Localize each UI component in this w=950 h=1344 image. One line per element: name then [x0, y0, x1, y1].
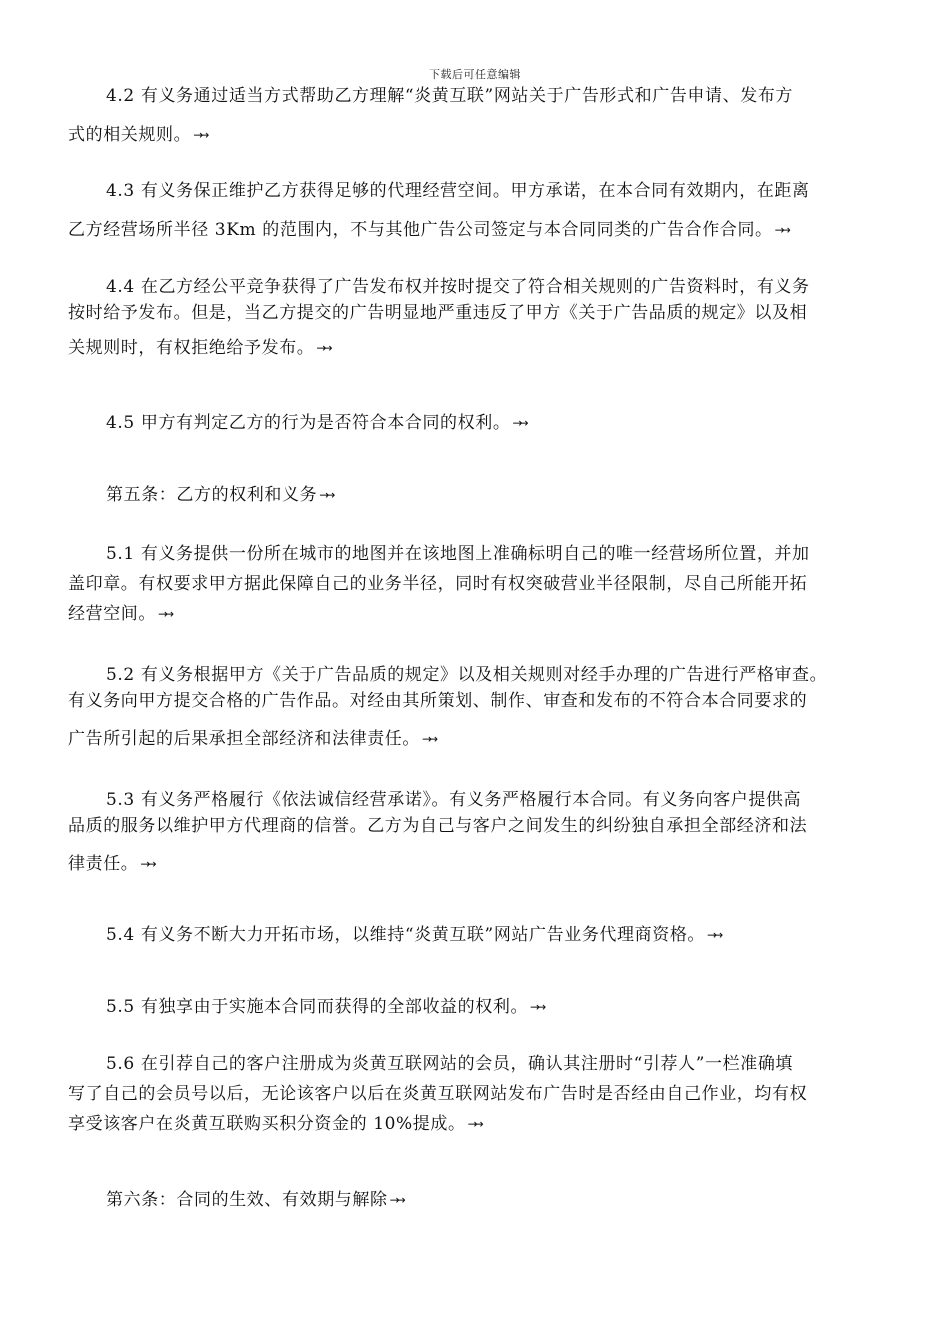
clause-line: 盖印章。有权要求甲方据此保障自己的业务半径，同时有权突破营业半径限制，尽自己所能开拓: [68, 574, 808, 594]
paragraph-mark-icon: →→: [422, 732, 435, 746]
clause-4-3: [68, 180, 878, 241]
clause-line: 5.6 在引荐自己的客户注册成为炎黄互联网站的会员，确认其注册时“引荐人”一栏准确填: [106, 1054, 794, 1074]
clause-line: 5.3 有义务严格履行《依法诚信经营承诺》。有义务严格履行本合同。有义务向客户提供高: [106, 790, 802, 810]
paragraph-mark-icon: →→: [193, 128, 206, 142]
paragraph-mark-icon: →→: [512, 416, 525, 430]
paragraph-mark-icon: →→: [530, 1000, 543, 1014]
clause-line: 5.1 有义务提供一份所在城市的地图并在该地图上准确标明自己的唯一经营场所位置，并加: [106, 544, 810, 564]
article-6-heading: [68, 1189, 878, 1211]
clause-5-5: [68, 996, 878, 1018]
clause-line-last: [68, 603, 878, 625]
clause-line-text: 5.5 有独享由于实施本合同而获得的全部收益的权利。: [106, 997, 529, 1017]
clause-line-last: [68, 853, 878, 875]
page-header-note: 下载后可任意编辑: [429, 68, 521, 81]
clause-line-text: 4.5 甲方有判定乙方的行为是否符合本合同的权利。: [106, 413, 511, 433]
clause-line-text: 享受该客户在炎黄互联购买积分资金的 10%提成。: [68, 1114, 466, 1134]
clause-5-6: [68, 1053, 878, 1135]
clause-line: 4.4 在乙方经公平竞争获得了广告发布权并按时提交了符合相关规则的广告资料时，有义务: [106, 277, 810, 297]
clause-line: 4.2 有义务通过适当方式帮助乙方理解“炎黄互联”网站关于广告形式和广告申请、发布方: [106, 86, 794, 106]
clause-line-text: 式的相关规则。: [68, 125, 192, 145]
heading-text: 第五条：乙方的权利和义务: [106, 485, 318, 505]
clause-5-2: [68, 664, 878, 750]
paragraph-mark-icon: →→: [140, 857, 153, 871]
clause-line-text: 广告所引起的后果承担全部经济和法律责任。: [68, 729, 420, 749]
heading-line: [68, 484, 878, 506]
clause-5-1: [68, 543, 878, 625]
paragraph-mark-icon: →→: [316, 341, 329, 355]
paragraph-mark-icon: →→: [319, 488, 332, 502]
clause-line-text: 经营空间。: [68, 604, 156, 624]
clause-line: 4.3 有义务保正维护乙方获得足够的代理经营空间。甲方承诺，在本合同有效期内，在距离: [106, 181, 810, 201]
heading-line: [68, 1189, 878, 1211]
clause-line-last: [68, 728, 878, 750]
clause-4-2: [68, 85, 878, 146]
clause-5-3: [68, 789, 878, 875]
clause-line: 有义务向甲方提交合格的广告作品。对经由其所策划、制作、审查和发布的不符合本合同要求的: [68, 691, 808, 711]
clause-4-5: [68, 412, 878, 434]
article-5-heading: [68, 484, 878, 506]
clause-line-text: 乙方经营场所半径 3Km 的范围内，不与其他广告公司签定与本合同同类的广告合作合同。: [68, 220, 773, 240]
clause-line-last: [68, 412, 878, 434]
paragraph-mark-icon: →→: [389, 1193, 402, 1207]
paragraph-mark-icon: →→: [707, 928, 720, 942]
clause-line-last: [68, 924, 878, 946]
clause-line-last: [68, 337, 878, 359]
clause-line-text: 关规则时，有权拒绝给予发布。: [68, 338, 315, 358]
paragraph-mark-icon: →→: [158, 607, 171, 621]
clause-line-last: [68, 1113, 878, 1135]
clause-line-text: 律责任。: [68, 854, 139, 874]
clause-line: 5.2 有义务根据甲方《关于广告品质的规定》以及相关规则对经手办理的广告进行严格审查。: [106, 665, 828, 685]
clause-line-last: [68, 219, 878, 241]
paragraph-mark-icon: →→: [774, 223, 787, 237]
heading-text: 第六条：合同的生效、有效期与解除: [106, 1190, 388, 1210]
clause-line: 品质的服务以维护甲方代理商的信誉。乙方为自己与客户之间发生的纠纷独自承担全部经济和法: [68, 816, 808, 836]
clause-4-4: [68, 276, 878, 359]
clause-line-text: 5.4 有义务不断大力开拓市场，以维持“炎黄互联”网站广告业务代理商资格。: [106, 925, 706, 945]
clause-line-last: [68, 124, 878, 146]
clause-line-last: [68, 996, 878, 1018]
clause-line: 按时给予发布。但是，当乙方提交的广告明显地严重违反了甲方《关于广告品质的规定》以及相: [68, 303, 808, 323]
clause-line: 写了自己的会员号以后，无论该客户以后在炎黄互联网站发布广告时是否经由自己作业，均有权: [68, 1084, 808, 1104]
paragraph-mark-icon: →→: [467, 1117, 480, 1131]
clause-5-4: [68, 924, 878, 946]
